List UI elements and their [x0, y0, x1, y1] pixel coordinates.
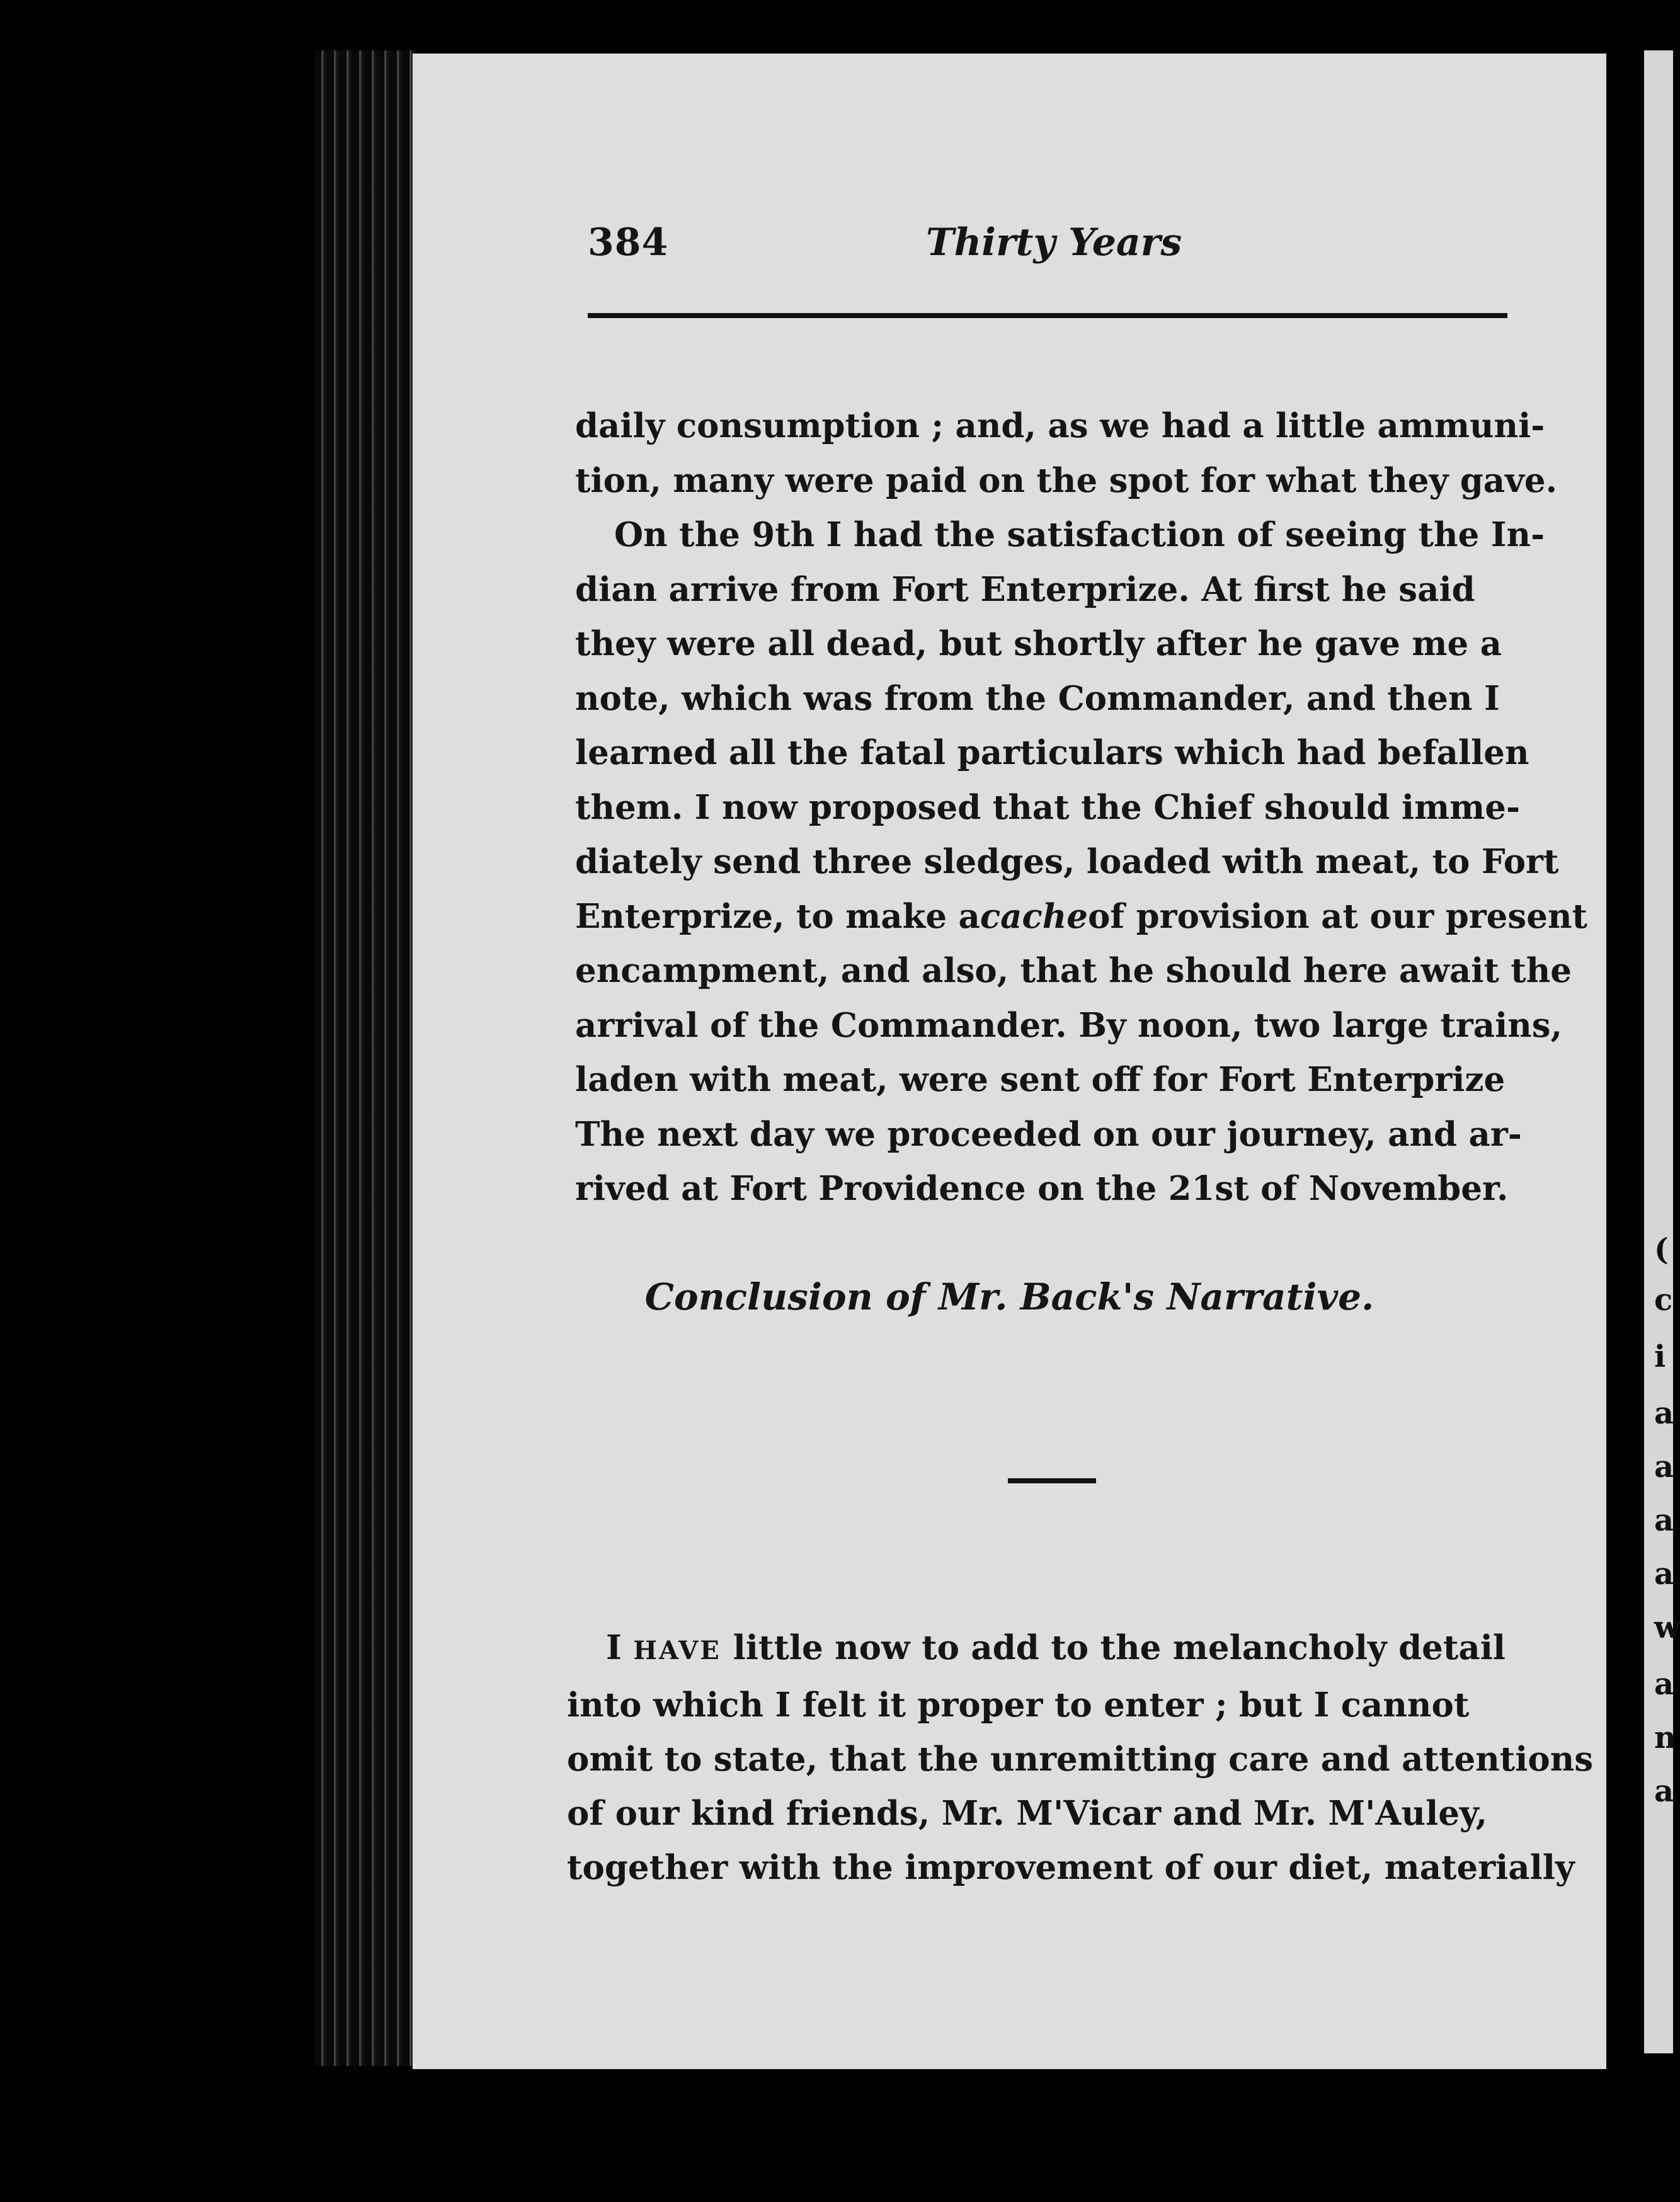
- edge-fragment: w: [1654, 1610, 1680, 1645]
- page-number: 384: [588, 220, 669, 265]
- edge-fragment: a: [1654, 1503, 1674, 1538]
- edge-fragment: c: [1654, 1282, 1673, 1318]
- text-line: arrival of the Commander. By noon, two large trains,: [575, 1005, 1563, 1045]
- text-line: diately send three sledges, loaded with meat, to Fort: [575, 842, 1559, 881]
- edge-fragment: a: [1654, 1396, 1674, 1431]
- text-line: The next day we proceeded on our journey, and ar-: [575, 1114, 1522, 1154]
- cache-line-prefix: Enterprize, to make a: [575, 896, 980, 936]
- text-line: dian arrive from Fort Enterprize. At first he said: [575, 569, 1475, 609]
- text-line-first: [567, 1621, 1506, 1678]
- section-heading: Conclusion of Mr. Back's Narrative.: [644, 1275, 1374, 1318]
- edge-fragment: a: [1654, 1449, 1674, 1485]
- cache-line-suffix: of provision at our present: [1087, 896, 1587, 936]
- text-line: omit to state, that the unremitting care and attentions: [567, 1740, 1594, 1779]
- section-divider: [1008, 1478, 1096, 1483]
- edge-fragment: a: [1654, 1774, 1674, 1809]
- text-line: encampment, and also, that he should here await the: [575, 951, 1572, 990]
- running-title: Thirty Years: [926, 220, 1182, 265]
- edge-fragment: n: [1654, 1720, 1676, 1755]
- text-line: daily consumption ; and, as we had a little ammuni-: [575, 406, 1545, 445]
- text-line: tion, many were paid on the spot for what they gave.: [575, 460, 1558, 500]
- page-header: [413, 220, 1606, 283]
- edge-fragment: i: [1654, 1339, 1666, 1374]
- text-line: they were all dead, but shortly after he gave me a: [575, 624, 1502, 663]
- paragraph-1: [575, 399, 1587, 1216]
- header-rule: [588, 313, 1507, 318]
- italic-word-cache: cache: [980, 896, 1088, 936]
- book-page: [413, 54, 1606, 2069]
- edge-fragment: a: [1654, 1667, 1674, 1702]
- edge-fragment: a: [1654, 1556, 1674, 1592]
- text-line: On the 9th I had the satisfaction of seeing the In-: [614, 515, 1545, 554]
- first-line-rest: little now to add to the melancholy detail: [733, 1628, 1506, 1667]
- text-line: into which I felt it proper to enter ; but I cannot: [567, 1686, 1470, 1725]
- paragraph-2: [567, 1621, 1594, 1895]
- lead-letter: I: [606, 1628, 622, 1667]
- text-line: learned all the fatal particulars which had befallen: [575, 733, 1529, 772]
- text-line: note, which was from the Commander, and then I: [575, 678, 1500, 718]
- text-line: laden with meat, were sent off for Fort Enterprize: [575, 1060, 1506, 1099]
- text-line: together with the improvement of our diet, materially: [567, 1848, 1575, 1887]
- text-line: them. I now proposed that the Chief should imme-: [575, 787, 1520, 827]
- text-line-with-italic: [575, 889, 1587, 944]
- text-line: rived at Fort Providence on the 21st of November.: [575, 1169, 1509, 1208]
- lead-word: [606, 1621, 721, 1678]
- book-page-edges: [315, 50, 416, 2066]
- edge-fragment: (: [1654, 1232, 1669, 1267]
- smallcaps-word: HAVE: [633, 1636, 721, 1665]
- adjacent-page-edge: [1644, 50, 1680, 2053]
- text-line: of our kind friends, Mr. M'Vicar and Mr. M'Auley,: [567, 1794, 1488, 1833]
